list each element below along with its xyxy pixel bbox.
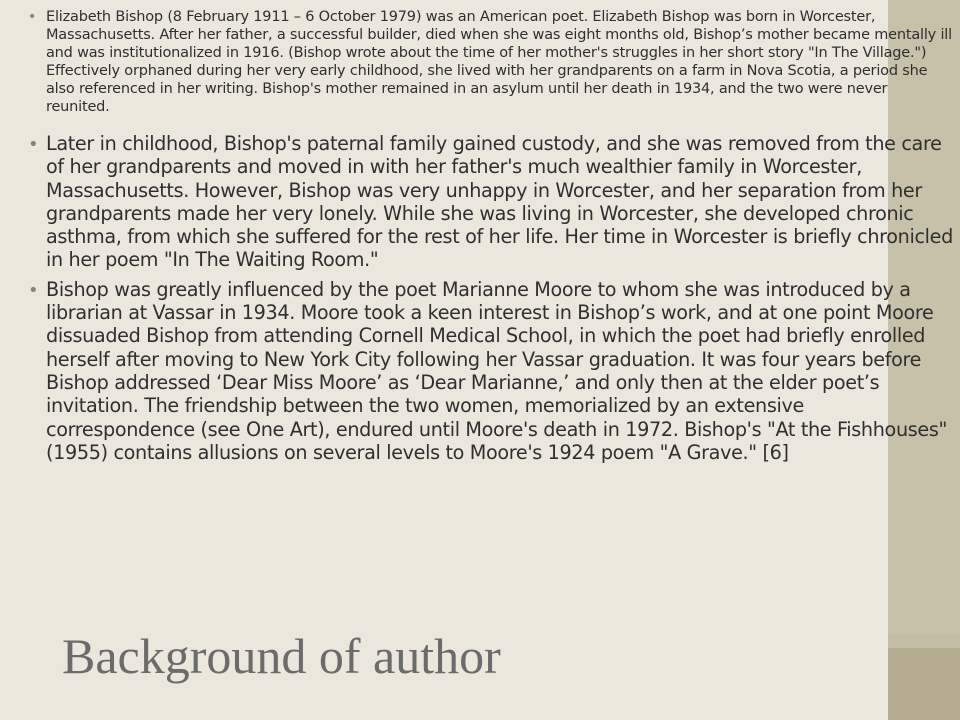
bullet-item-1	[28, 8, 954, 116]
slide-title: Background of author	[62, 628, 501, 684]
bullet-item-3	[28, 278, 954, 464]
bullet-marker: •	[28, 9, 37, 25]
bullet-list	[28, 8, 954, 464]
bullet-item-2	[28, 132, 954, 272]
side-band-lower	[888, 648, 960, 720]
bullet-marker: •	[28, 134, 39, 155]
bullet-text: Later in childhood, Bishop's paternal family gained custody, and she was removed from the care of her grandparents and moved in with her father's much wealthier family in Worcester, Massachusetts. However, Bishop was very unhappy in Worcester, and her separation from her grandparents made her very lonely. While she was living in Worcester, she developed chronic asthma, from which she suffered for the rest of her life. Her time in Worcester is briefly chronicled in her poem "In The Waiting Room."	[46, 132, 953, 272]
bullet-text: Elizabeth Bishop (8 February 1911 – 6 October 1979) was an American poet. Elizabeth Bishop was born in Worcester, Massachusetts. After her father, a successful builder, died when she was eight months old, Bishop’s mother became mentally ill and was institutionalized in 1916. (Bishop wrote about the time of her mother's struggles in her short story "In The Village.") Effectively orphaned during her very early childhood, she lived with her grandparents on a farm in Nova Scotia, a period she also referenced in her writing. Bishop's mother remained in an asylum until her death in 1934, and the two were never reunited.	[46, 9, 952, 115]
bullet-marker: •	[28, 279, 39, 301]
bullet-text: Bishop was greatly influenced by the poet Marianne Moore to whom she was introduced by a librarian at Vassar in 1934. Moore took a keen interest in Bishop’s work, and at one point Moore dissuaded Bishop from attending Cornell Medical School, in which the poet had briefly enrolled herself after moving to New York City following her Vassar graduation. It was four years before Bishop addressed ‘Dear Miss Moore’ as ‘Dear Marianne,’ and only then at the elder poet’s invitation. The friendship between the two women, memorialized by an extensive correspondence (see One Art), endured until Moore's death in 1972. Bishop's "At the Fishhouses" (1955) contains allusions on several levels to Moore's 1924 poem "A Grave." [6]	[46, 277, 947, 464]
